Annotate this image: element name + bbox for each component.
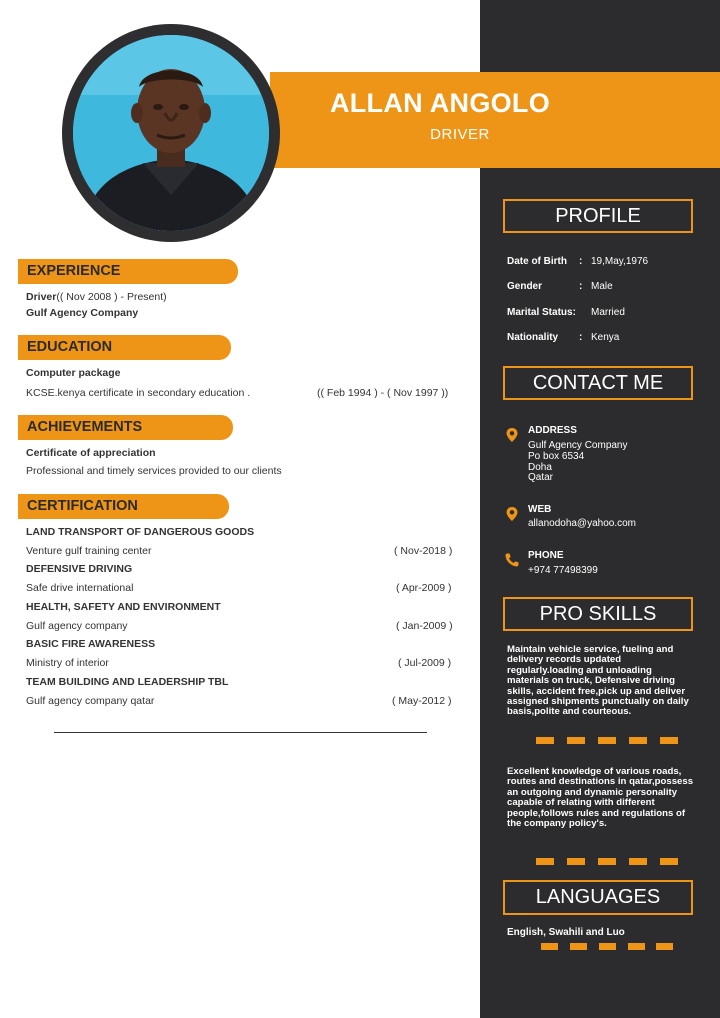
education-title: EDUCATION [27,339,113,355]
certification-header [18,494,229,519]
cert-name: TEAM BUILDING AND LEADERSHIP TBL [26,676,229,688]
cert-name: HEALTH, SAFETY AND ENVIRONMENT [26,601,221,613]
address-line: Po box 6534 [528,451,585,462]
web-label: WEB [528,504,552,515]
cert-date: ( Jan-2009 ) [396,620,453,632]
gender-value: Male [591,281,613,292]
pro-skills-header [503,597,693,631]
profile-photo [73,35,269,231]
profile-title: PROFILE [555,205,641,227]
experience-item [26,291,167,303]
achievements-header [18,415,233,440]
dob-colon: : [579,256,583,267]
cert-date: ( May-2012 ) [392,695,452,707]
skill-text: Maintain vehicle service, fueling and delivery records updated regularly.loading and unloading materials on truck, Defensive driving skills, accident free,pick up and deliver assigned shipments punctually on daily basis,polite and courteous. [507,644,689,718]
experience-period: (( Nov 2008 ) - Present) [56,291,167,303]
skill-rating-bar [536,737,678,744]
gender-label: Gender [507,281,543,292]
skill-text: Excellent knowledge of various roads, routes and destinations in qatar,possess an outgoing and dynamic personality capable of relating with different people,follows rules and regulations of the company policy's. [507,766,694,830]
address-label: ADDRESS [528,425,577,436]
education-period: (( Feb 1994 ) - ( Nov 1997 )) [317,387,449,399]
experience-title: EXPERIENCE [27,263,121,279]
skill-rating-bar [536,858,678,865]
profile-photo-frame [62,24,280,242]
contact-title: CONTACT ME [532,372,664,394]
pro-skills-title: PRO SKILLS [539,603,657,625]
gender-colon: : [579,281,583,292]
candidate-role: DRIVER [430,126,490,143]
marital-label: Marital Status: [507,307,576,318]
experience-company: Gulf Agency Company [26,307,139,319]
cert-issuer: Gulf agency company qatar [26,695,155,707]
contact-header [503,366,693,400]
cert-issuer: Safe drive international [26,582,134,594]
profile-header [503,199,693,233]
name-banner [270,72,720,168]
cert-date: ( Jul-2009 ) [398,657,452,669]
address-line: Qatar [528,472,554,483]
phone-icon [504,552,520,568]
dob-value: 19,May,1976 [591,256,649,267]
candidate-name: ALLAN ANGOLO [329,88,551,118]
cert-issuer: Venture gulf training center [26,545,152,557]
dob-label: Date of Birth [507,256,567,267]
cert-date: ( Nov-2018 ) [394,545,453,557]
location-pin-icon [504,427,520,443]
languages-title: LANGUAGES [535,886,661,908]
achievement-text: Professional and timely services provided to our clients [26,465,282,477]
education-item: KCSE.kenya certificate in secondary education . [26,387,251,399]
education-header [18,335,231,360]
address-line: Doha [528,462,552,473]
web-value[interactable]: allanodoha@yahoo.com [528,518,637,529]
languages-text: English, Swahili and Luo [507,927,625,938]
language-rating-bar [541,943,673,950]
phone-label: PHONE [528,550,564,561]
address-line: Gulf Agency Company [528,440,628,451]
location-pin-icon [504,506,520,522]
phone-value[interactable]: +974 77498399 [528,565,598,576]
nationality-value: Kenya [591,332,620,343]
cert-date: ( Apr-2009 ) [396,582,452,594]
cert-name: BASIC FIRE AWARENESS [26,638,156,650]
divider [54,732,427,733]
cert-name: DEFENSIVE DRIVING [26,563,133,575]
cert-issuer: Ministry of interior [26,657,109,669]
experience-position: Driver [26,291,57,303]
achievements-title: ACHIEVEMENTS [27,419,143,435]
nationality-colon: : [579,332,583,343]
marital-value: Married [591,307,625,318]
nationality-label: Nationality [507,332,559,343]
education-heading: Computer package [26,367,121,379]
cert-issuer: Gulf agency company [26,620,128,632]
languages-header [503,880,693,915]
certification-title: CERTIFICATION [27,498,138,514]
experience-header [18,259,238,284]
cert-name: LAND TRANSPORT OF DANGEROUS GOODS [26,526,255,538]
achievement-heading: Certificate of appreciation [26,447,156,459]
